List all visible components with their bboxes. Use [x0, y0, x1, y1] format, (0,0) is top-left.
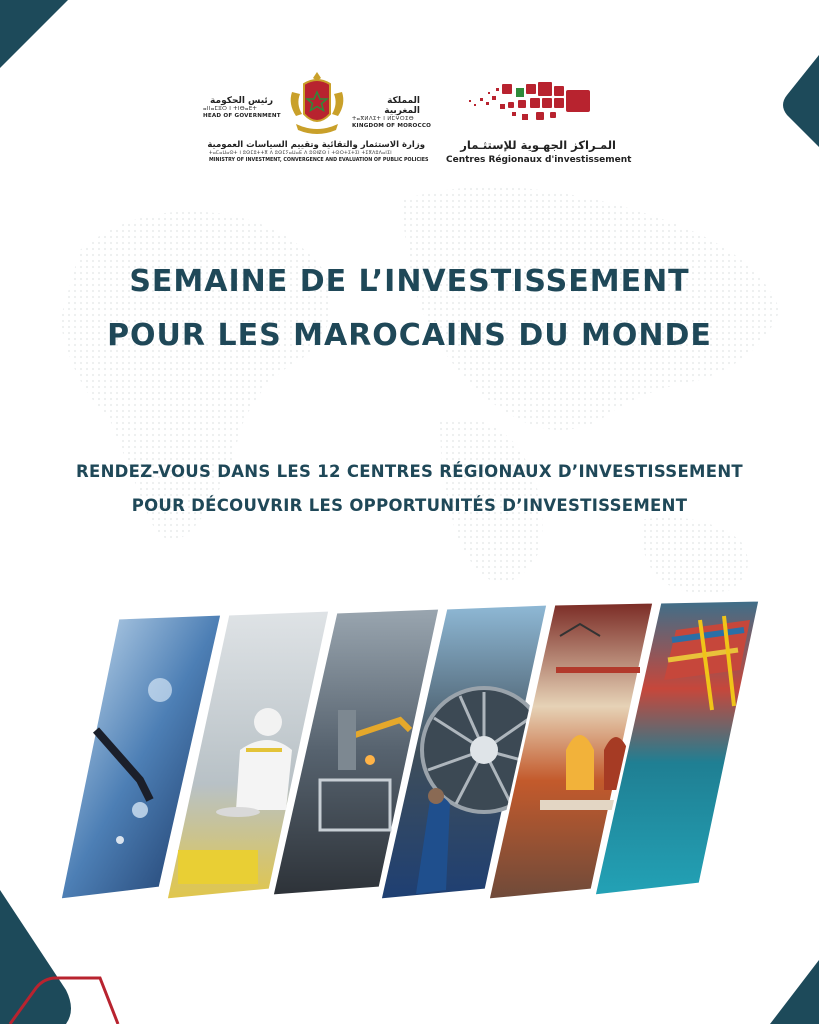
cri-logo-icon: [466, 80, 596, 136]
corner-bottom-left-shape: [0, 890, 120, 1024]
main-title-line-1: SEMAINE DE L’INVESTISSEMENT: [129, 264, 690, 299]
main-title-line-2: POUR LES MAROCAINS DU MONDE: [107, 318, 712, 353]
cri-french-label: Centres Régionaux d'investissement: [446, 155, 632, 165]
corner-right-shape: [779, 55, 819, 155]
ministry-label: وزارة الاستثمار والتقائية وتقييم السياسات العمومية ⵜⴰⵎⴰⵡⴰⵙⵜ ⵏ ⵓⵙⵎⵓⵜⵜⴳ ⴷ ⵓⵙⵎⵢⴰⵡⴰⴹ ⴷ ⵓⵙⵏⵇⵙ ⵏ ⵜⵙⵔⵜⵉⵜⵉⵏ ⵜⵉⴳⴷⵓⴷⴰⵏⵉⵏ MINISTRY OF INVESTMENT, CONVERGENCE AND EVALUATION OF PUBLIC POLICIES: [207, 140, 429, 163]
moroccan-coat-of-arms-icon: [286, 70, 348, 136]
kingdom-of-morocco-label: المملكة المغربية ⵜⴰⴳⵍⴷⵉⵜ ⵏ ⵍⵎⵖⵔⵉⴱ KINGDOM OF MOROCCO: [352, 96, 432, 129]
cri-arabic-label: المـراكز الجهـوية للإستثـمار: [460, 138, 616, 152]
head-of-government-label: رئيس الحكومة ⴰⵏⵏⴰⵎⵓⵔ ⵏ ⵜⵏⴱⴰⴹⵜ HEAD OF GOVERNMENT: [203, 96, 281, 119]
subtitle-line-1: RENDEZ-VOUS DANS LES 12 CENTRES RÉGIONAUX D’INVESTISSEMENT: [76, 462, 743, 481]
sector-images-strip: [0, 600, 819, 910]
corner-top-left-shape: [0, 0, 80, 80]
subtitle-line-2: POUR DÉCOUVRIR LES OPPORTUNITÉS D’INVESTISSEMENT: [131, 496, 688, 515]
corner-bottom-right-shape: [770, 960, 819, 1024]
